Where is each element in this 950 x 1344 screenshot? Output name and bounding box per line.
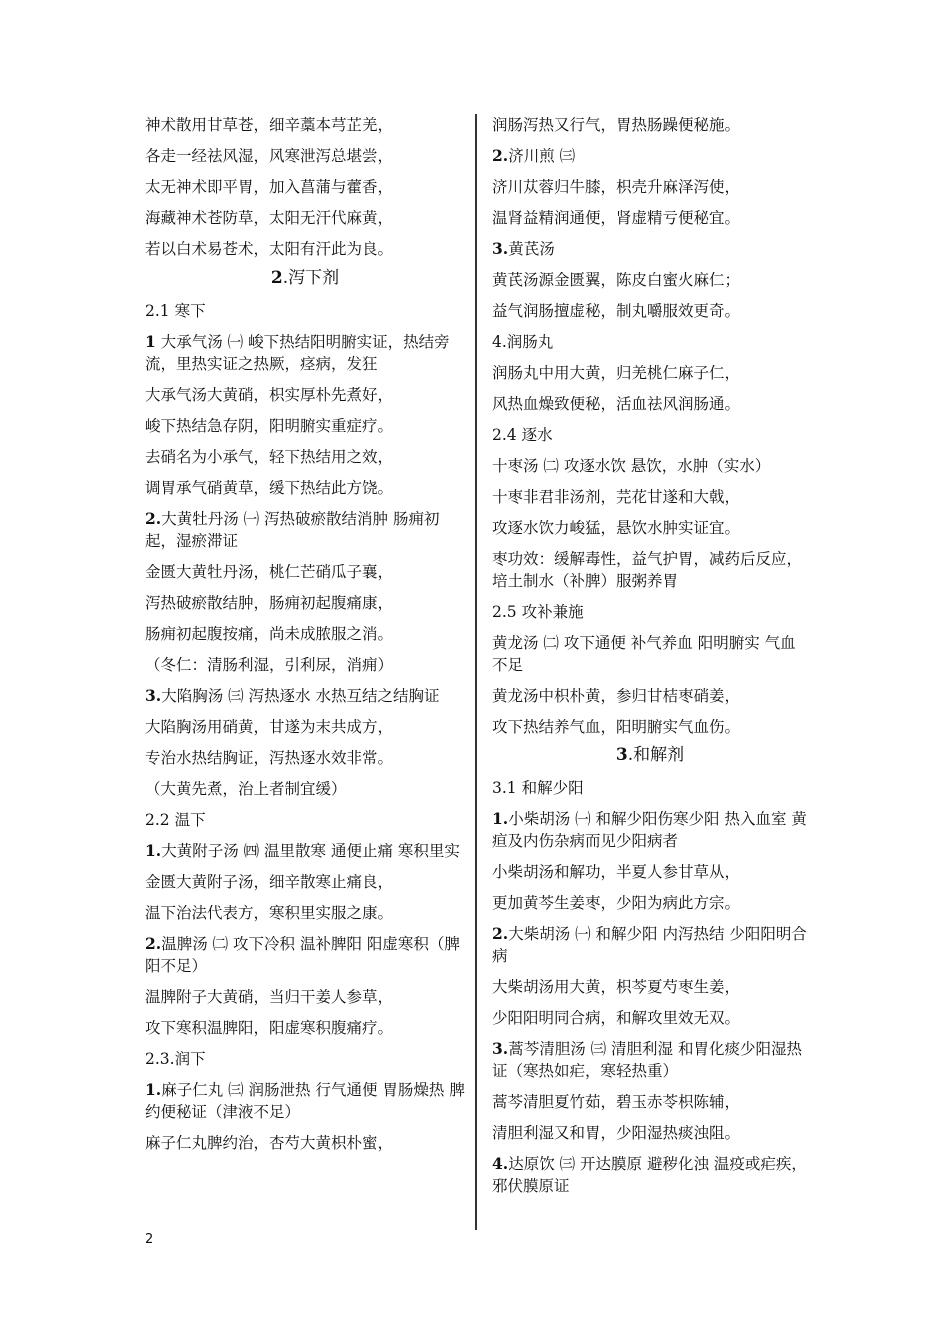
text-line: 峻下热结急存阴，阳明腑实重症疗。 [145, 417, 394, 435]
formula-entry [145, 840, 465, 862]
formula-entry [492, 238, 808, 260]
text-line: 润肠泻热又行气，胃热肠躁便秘施。 [492, 116, 741, 134]
formula-entry: 4.润肠丸 [492, 333, 554, 351]
entry-text: 大柴胡汤 ㈠ 和解少阳 内泻热结 少阳阳明合病 [492, 925, 807, 965]
formula-entry [145, 1079, 465, 1123]
text-line: 济川苁蓉归牛膝，枳壳升麻泽泻使， [492, 178, 741, 196]
text-line: 若以白术易苍术，太阳有汗此为良。 [145, 240, 394, 258]
subsection-heading: 2.5 攻补兼施 [492, 603, 584, 621]
text-line: 麻子仁丸脾约治，杏芍大黄枳朴蜜， [145, 1134, 394, 1152]
formula-entry [145, 508, 465, 552]
text-line: 黄龙汤中枳朴黄，参归甘桔枣硝姜， [492, 687, 741, 705]
text-line: 温肾益精润通便，肾虚精亏便秘宜。 [492, 209, 741, 227]
entry-number: 1. [145, 841, 162, 860]
formula-entry [492, 1153, 808, 1197]
column-divider [475, 114, 477, 1230]
entry-number: 4. [492, 1154, 509, 1173]
entry-number: 3. [492, 239, 509, 258]
formula-entry [492, 1038, 808, 1082]
subsection-heading: 2.2 温下 [145, 811, 206, 829]
entry-number: 1 [145, 332, 156, 351]
entry-number: 2. [492, 146, 509, 165]
text-line: 攻下寒积温脾阳，阳虚寒积腹痛疗。 [145, 1019, 394, 1037]
text-line: 润肠丸中用大黄，归羌桃仁麻子仁， [492, 364, 741, 382]
formula-entry: 十枣汤 ㈡ 攻逐水饮 悬饮，水肿（实水） [492, 457, 771, 475]
entry-text: 大黄附子汤 ㈣ 温里散寒 通便止痛 寒积里实 [161, 842, 460, 860]
subsection-heading: 3.1 和解少阳 [492, 779, 584, 797]
entry-text: 蒿芩清胆汤 ㈢ 清胆利湿 和胃化痰少阳湿热证（寒热如疟，寒轻热重） [492, 1040, 802, 1080]
left-column [145, 114, 465, 1154]
text-line: 太无神术即平胃，加入菖蒲与藿香， [145, 178, 394, 196]
text-line: 攻下热结养气血，阳明腑实气血伤。 [492, 718, 741, 736]
formula-entry: 黄龙汤 ㈡ 攻下通便 补气养血 阳明腑实 气血不足 [492, 634, 796, 674]
formula-entry [145, 331, 465, 375]
text-line: 金匮大黄牡丹汤，桃仁芒硝瓜子襄， [145, 563, 394, 581]
entry-text: 大黄牡丹汤 ㈠ 泻热破瘀散结消肿 肠痈初起，湿瘀滞证 [145, 510, 440, 550]
text-line: 更加黄芩生姜枣，少阳为病此方宗。 [492, 894, 741, 912]
heading-text: .和解剂 [627, 745, 685, 765]
text-line: 调胃承气硝黄草，缓下热结此方饶。 [145, 479, 394, 497]
entry-text: 麻子仁丸 ㈢ 润肠泄热 行气通便 胃肠燥热 脾约便秘证（津液不足） [145, 1081, 465, 1121]
text-line: 小柴胡汤和解功，半夏人参甘草从， [492, 863, 741, 881]
formula-entry [492, 923, 808, 967]
entry-text: 温脾汤 ㈡ 攻下冷积 温补脾阳 阳虚寒积（脾阳不足） [145, 935, 460, 975]
section-heading [145, 266, 465, 290]
entry-number: 1. [145, 1080, 162, 1099]
right-column [492, 114, 808, 1197]
entry-text: 济川煎 ㈢ [508, 147, 576, 165]
entry-number: 2. [492, 924, 509, 943]
text-line: 风热血燥致便秘，活血祛风润肠通。 [492, 395, 741, 413]
entry-number: 1. [492, 809, 509, 828]
text-line: 温脾附子大黄硝，当归干姜人参草， [145, 988, 394, 1006]
text-line: 温下治法代表方，寒积里实服之康。 [145, 904, 394, 922]
text-line: 各走一经祛风湿，风寒泄泻总堪尝， [145, 147, 394, 165]
text-line: 黄芪汤源金匮翼，陈皮白蜜火麻仁； [492, 271, 741, 289]
text-line: 肠痈初起腹按痛，尚未成脓服之消。 [145, 625, 394, 643]
formula-entry [145, 933, 465, 977]
entry-text: 达原饮 ㈢ 开达膜原 避秽化浊 温疫或疟疾，邪伏膜原证 [492, 1155, 807, 1195]
entry-text: 大承气汤 ㈠ 峻下热结阳明腑实证，热结旁流，里热实证之热厥，痉病，发狂 [145, 333, 450, 373]
text-line: 大柴胡汤用大黄，枳芩夏芍枣生姜， [492, 978, 741, 996]
entry-text: 小柴胡汤 ㈠ 和解少阳伤寒少阳 热入血室 黄疸及内伤杂病而见少阳病者 [492, 810, 807, 850]
entry-number: 2. [145, 934, 162, 953]
text-line: （大黄先煮，治上者制宜缓） [145, 780, 347, 798]
section-heading [492, 743, 808, 767]
text-line: 清胆利湿又和胃，少阳湿热痰浊阻。 [492, 1124, 741, 1142]
text-line: 枣功效：缓解毒性，益气护胃，减药后反应，培土制水（补脾）服粥养胃 [492, 550, 803, 590]
text-line: 少阳阳明同合病，和解攻里效无双。 [492, 1009, 741, 1027]
text-line: 大陷胸汤用硝黄，甘遂为末共成方， [145, 718, 394, 736]
page-number: 2 [145, 1232, 154, 1247]
text-line: 泻热破瘀散结肿，肠痈初起腹痛康， [145, 594, 394, 612]
text-line: 去硝名为小承气，轻下热结用之效， [145, 448, 394, 466]
text-line: 益气润肠擅虚秘，制丸嚼服效更奇。 [492, 302, 741, 320]
text-line: 海藏神术苍防草，太阳无汗代麻黄， [145, 209, 394, 227]
entry-text: 大陷胸汤 ㈢ 泻热逐水 水热互结之结胸证 [161, 687, 440, 705]
subsection-heading: 2.3.润下 [145, 1050, 206, 1068]
text-line: 大承气汤大黄硝，枳实厚朴先煮好， [145, 386, 394, 404]
heading-number: 2 [270, 268, 283, 288]
entry-number: 2. [145, 509, 162, 528]
subsection-heading: 2.1 寒下 [145, 302, 206, 320]
formula-entry [492, 145, 808, 167]
heading-number: 3 [615, 745, 628, 765]
entry-number: 3. [145, 686, 162, 705]
formula-entry [145, 685, 465, 707]
text-line: 十枣非君非汤剂，芫花甘遂和大戟， [492, 488, 741, 506]
entry-text: 黄芪汤 [508, 240, 555, 258]
formula-entry [492, 808, 808, 852]
text-line: 金匮大黄附子汤，细辛散寒止痛良， [145, 873, 394, 891]
subsection-heading: 2.4 逐水 [492, 426, 553, 444]
text-line: 专治水热结胸证，泻热逐水效非常。 [145, 749, 394, 767]
text-line: （冬仁：清肠利湿，引利尿，消痈） [145, 656, 394, 674]
text-line: 攻逐水饮力峻猛，悬饮水肿实证宜。 [492, 519, 741, 537]
text-line: 神术散用甘草苍，细辛藁本芎芷羌， [145, 116, 394, 134]
text-line: 蒿芩清胆夏竹茹，碧玉赤苓枳陈辅， [492, 1093, 741, 1111]
entry-number: 3. [492, 1039, 509, 1058]
heading-text: .泻下剂 [282, 268, 340, 288]
